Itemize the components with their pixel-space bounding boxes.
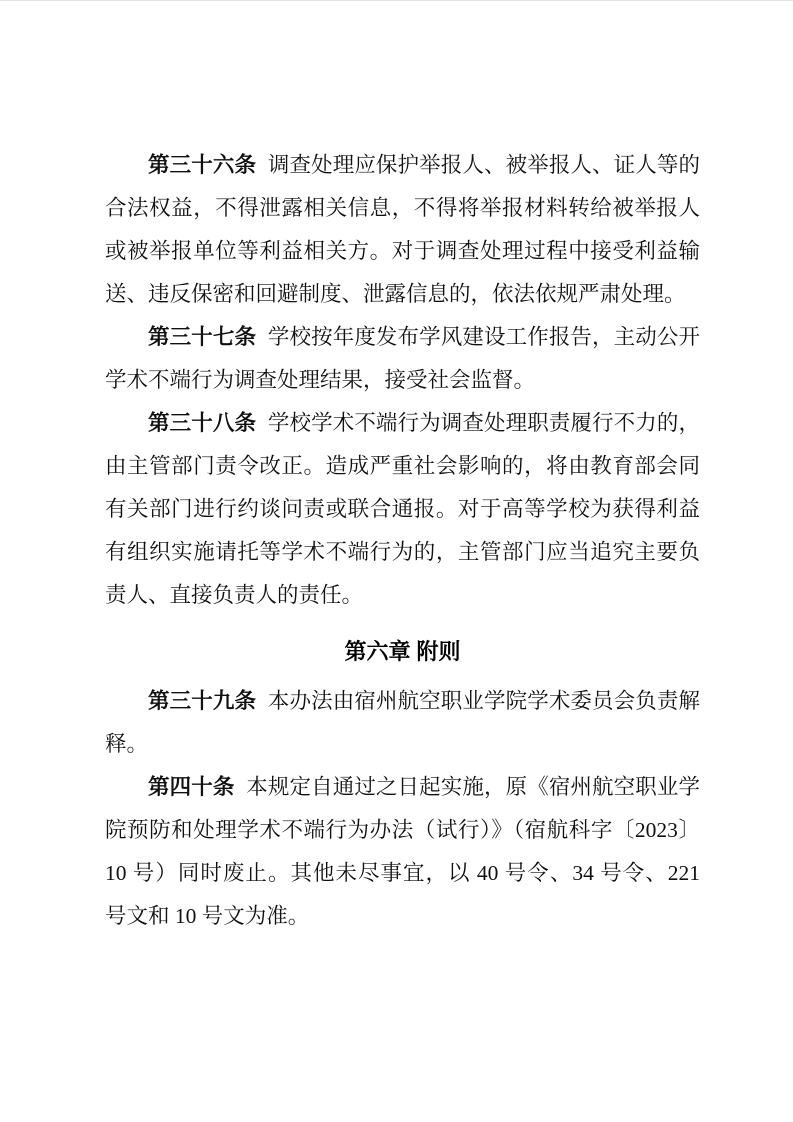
article-39-number: 第三十九条 <box>148 689 257 713</box>
article-40-text: 本规定自通过之日起实施，原《宿州航空职业学院预防和处理学术不端行为办法（试行）》（宿航科字〔2023〕10 号）同时废止。其他未尽事宜，以 40 号令、34 号令、221 号文和 10 号文为准。 <box>105 775 700 928</box>
chapter-heading: 第六章 附则 <box>344 639 461 664</box>
article-38-paragraph <box>105 402 700 617</box>
article-37-number: 第三十七条 <box>148 325 257 349</box>
article-39-paragraph <box>105 680 700 766</box>
article-37-paragraph <box>105 316 700 402</box>
article-36-text: 调查处理应保护举报人、被举报人、证人等的合法权益，不得泄露相关信息，不得将举报材料转给被举报人或被举报单位等利益相关方。对于调查处理过程中接受利益输送、违反保密和回避制度、泄露信息的，依法依规严肃处理。 <box>105 153 700 306</box>
article-40-paragraph <box>105 766 700 938</box>
article-38-text: 学校学术不端行为调查处理职责履行不力的，由主管部门责令改正。造成严重社会影响的，将由教育部会同有关部门进行约谈问责或联合通报。对于高等学校为获得利益有组织实施请托等学术不端行为的，主管部门应当追究主要负责人、直接负责人的责任。 <box>105 411 700 607</box>
article-40-number: 第四十条 <box>148 775 235 799</box>
article-36-paragraph <box>105 144 700 316</box>
article-37-text: 学校按年度发布学风建设工作报告，主动公开学术不端行为调查处理结果，接受社会监督。 <box>105 325 700 392</box>
article-38-number: 第三十八条 <box>148 411 257 435</box>
article-36-number: 第三十六条 <box>148 153 257 177</box>
article-39-text: 本办法由宿州航空职业学院学术委员会负责解释。 <box>105 689 700 756</box>
